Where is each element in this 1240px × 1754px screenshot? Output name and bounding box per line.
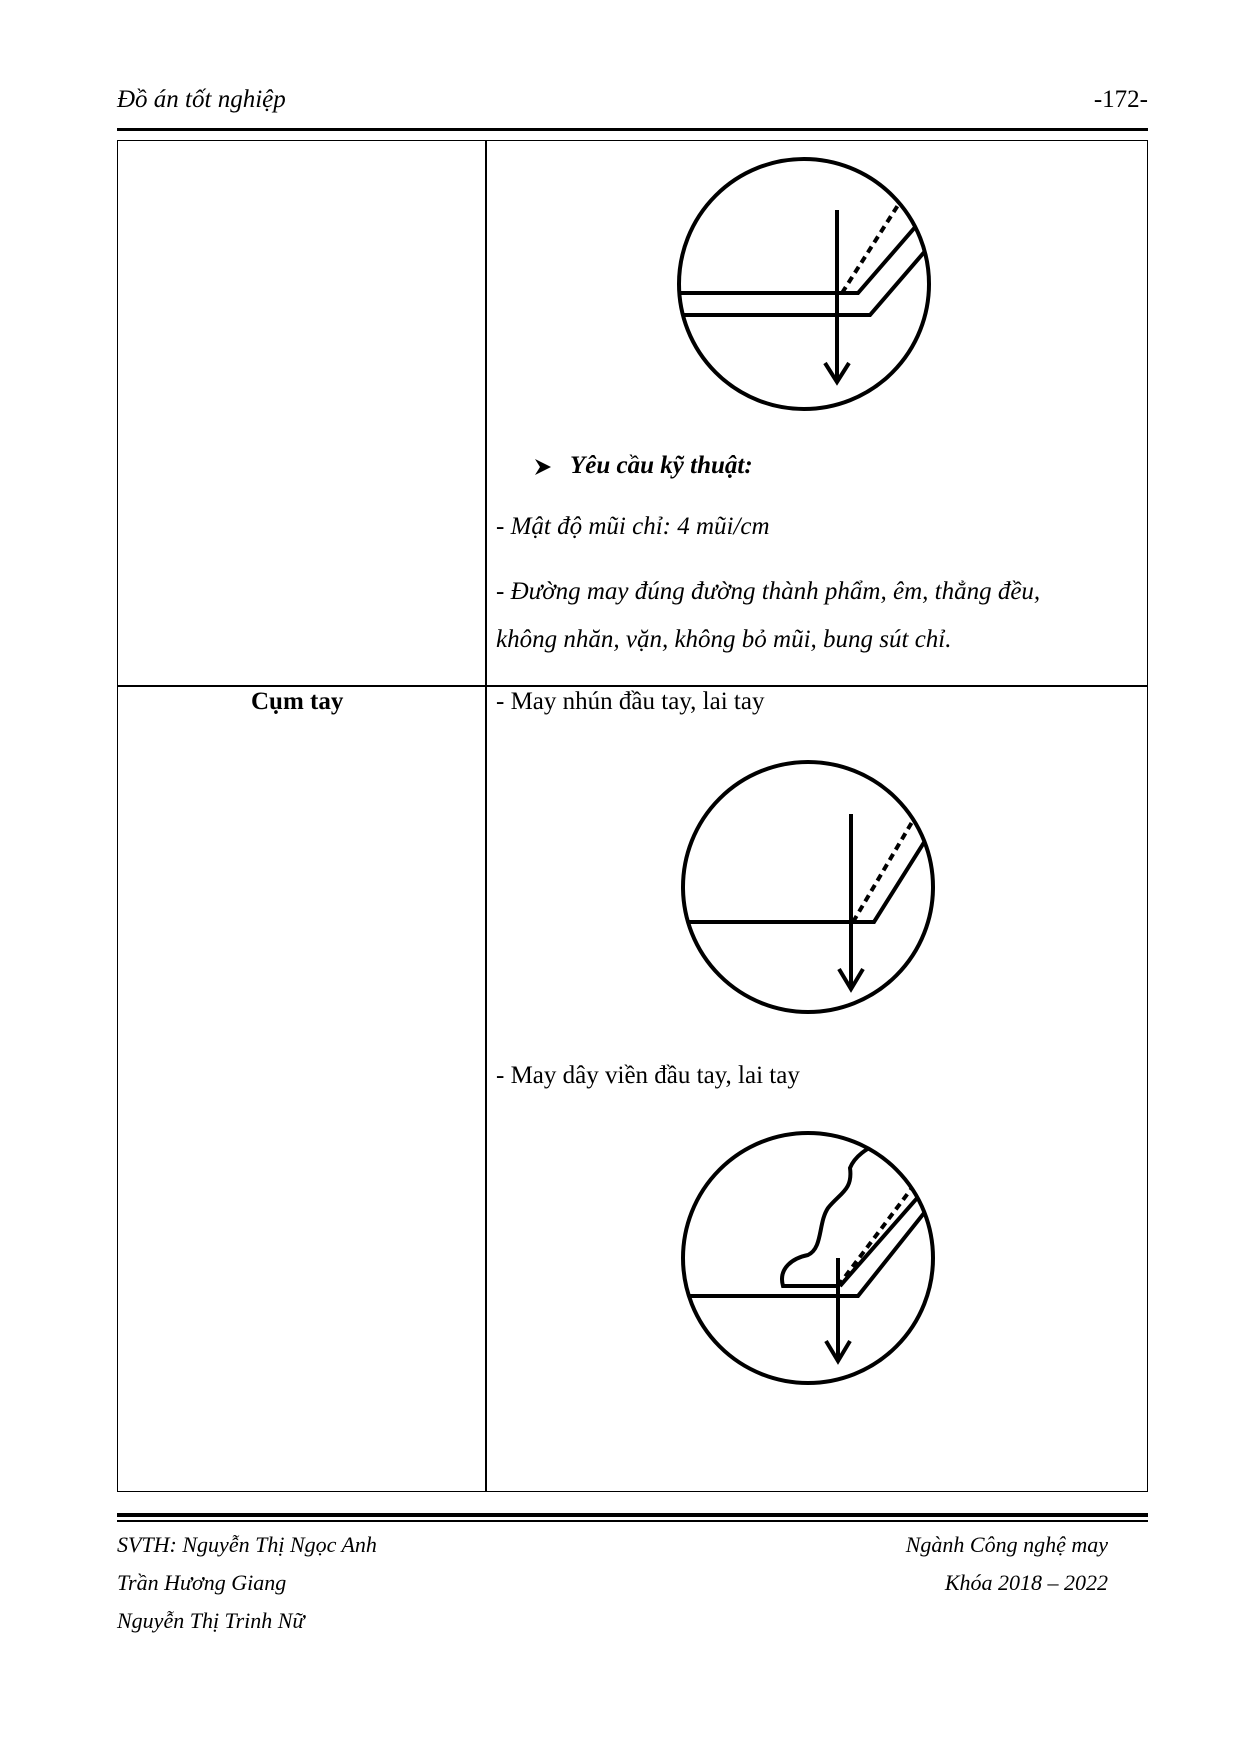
seam-diagram-3 <box>678 1128 943 1393</box>
footer-major: Ngành Công nghệ may <box>905 1532 1108 1557</box>
footer-author-2: Trần Hương Giang <box>117 1570 287 1595</box>
page-number: -172- <box>1093 86 1148 113</box>
content-table <box>117 140 1148 1492</box>
requirements-title <box>570 452 753 480</box>
seam-diagram-2 <box>678 757 943 1022</box>
footer-rule-thick <box>117 1513 1148 1517</box>
footer-rule-thin <box>117 1520 1148 1522</box>
step-1-text: - May nhún đầu tay, lai tay <box>496 688 765 715</box>
seam-diagram-1 <box>670 150 940 420</box>
footer-course: Khóa 2018 – 2022 <box>944 1570 1108 1595</box>
step-2-text: - May dây viền đầu tay, lai tay <box>496 1062 800 1089</box>
stitch-density-text: - Mật độ mũi chỉ: 4 mũi/cm <box>496 513 770 540</box>
table-column-divider <box>485 140 487 1492</box>
table-row-divider <box>117 685 1148 687</box>
footer-author-3: Nguyễn Thị Trinh Nữ <box>117 1608 305 1633</box>
arrow-bullet-icon <box>533 457 553 477</box>
seam-quality-text-1: - Đường may đúng đường thành phẩm, êm, thẳng đều, <box>496 578 1041 605</box>
header-title: Đồ án tốt nghiệp <box>117 86 286 113</box>
section-label-sleeve: Cụm tay <box>251 688 344 715</box>
seam-quality-text-2: không nhăn, vặn, không bỏ mũi, bung sút chỉ. <box>496 626 952 653</box>
footer-svth: SVTH: Nguyễn Thị Ngọc Anh <box>117 1532 377 1557</box>
requirements-title-text: Yêu cầu kỹ thuật: <box>570 452 753 479</box>
header-rule <box>117 128 1148 131</box>
